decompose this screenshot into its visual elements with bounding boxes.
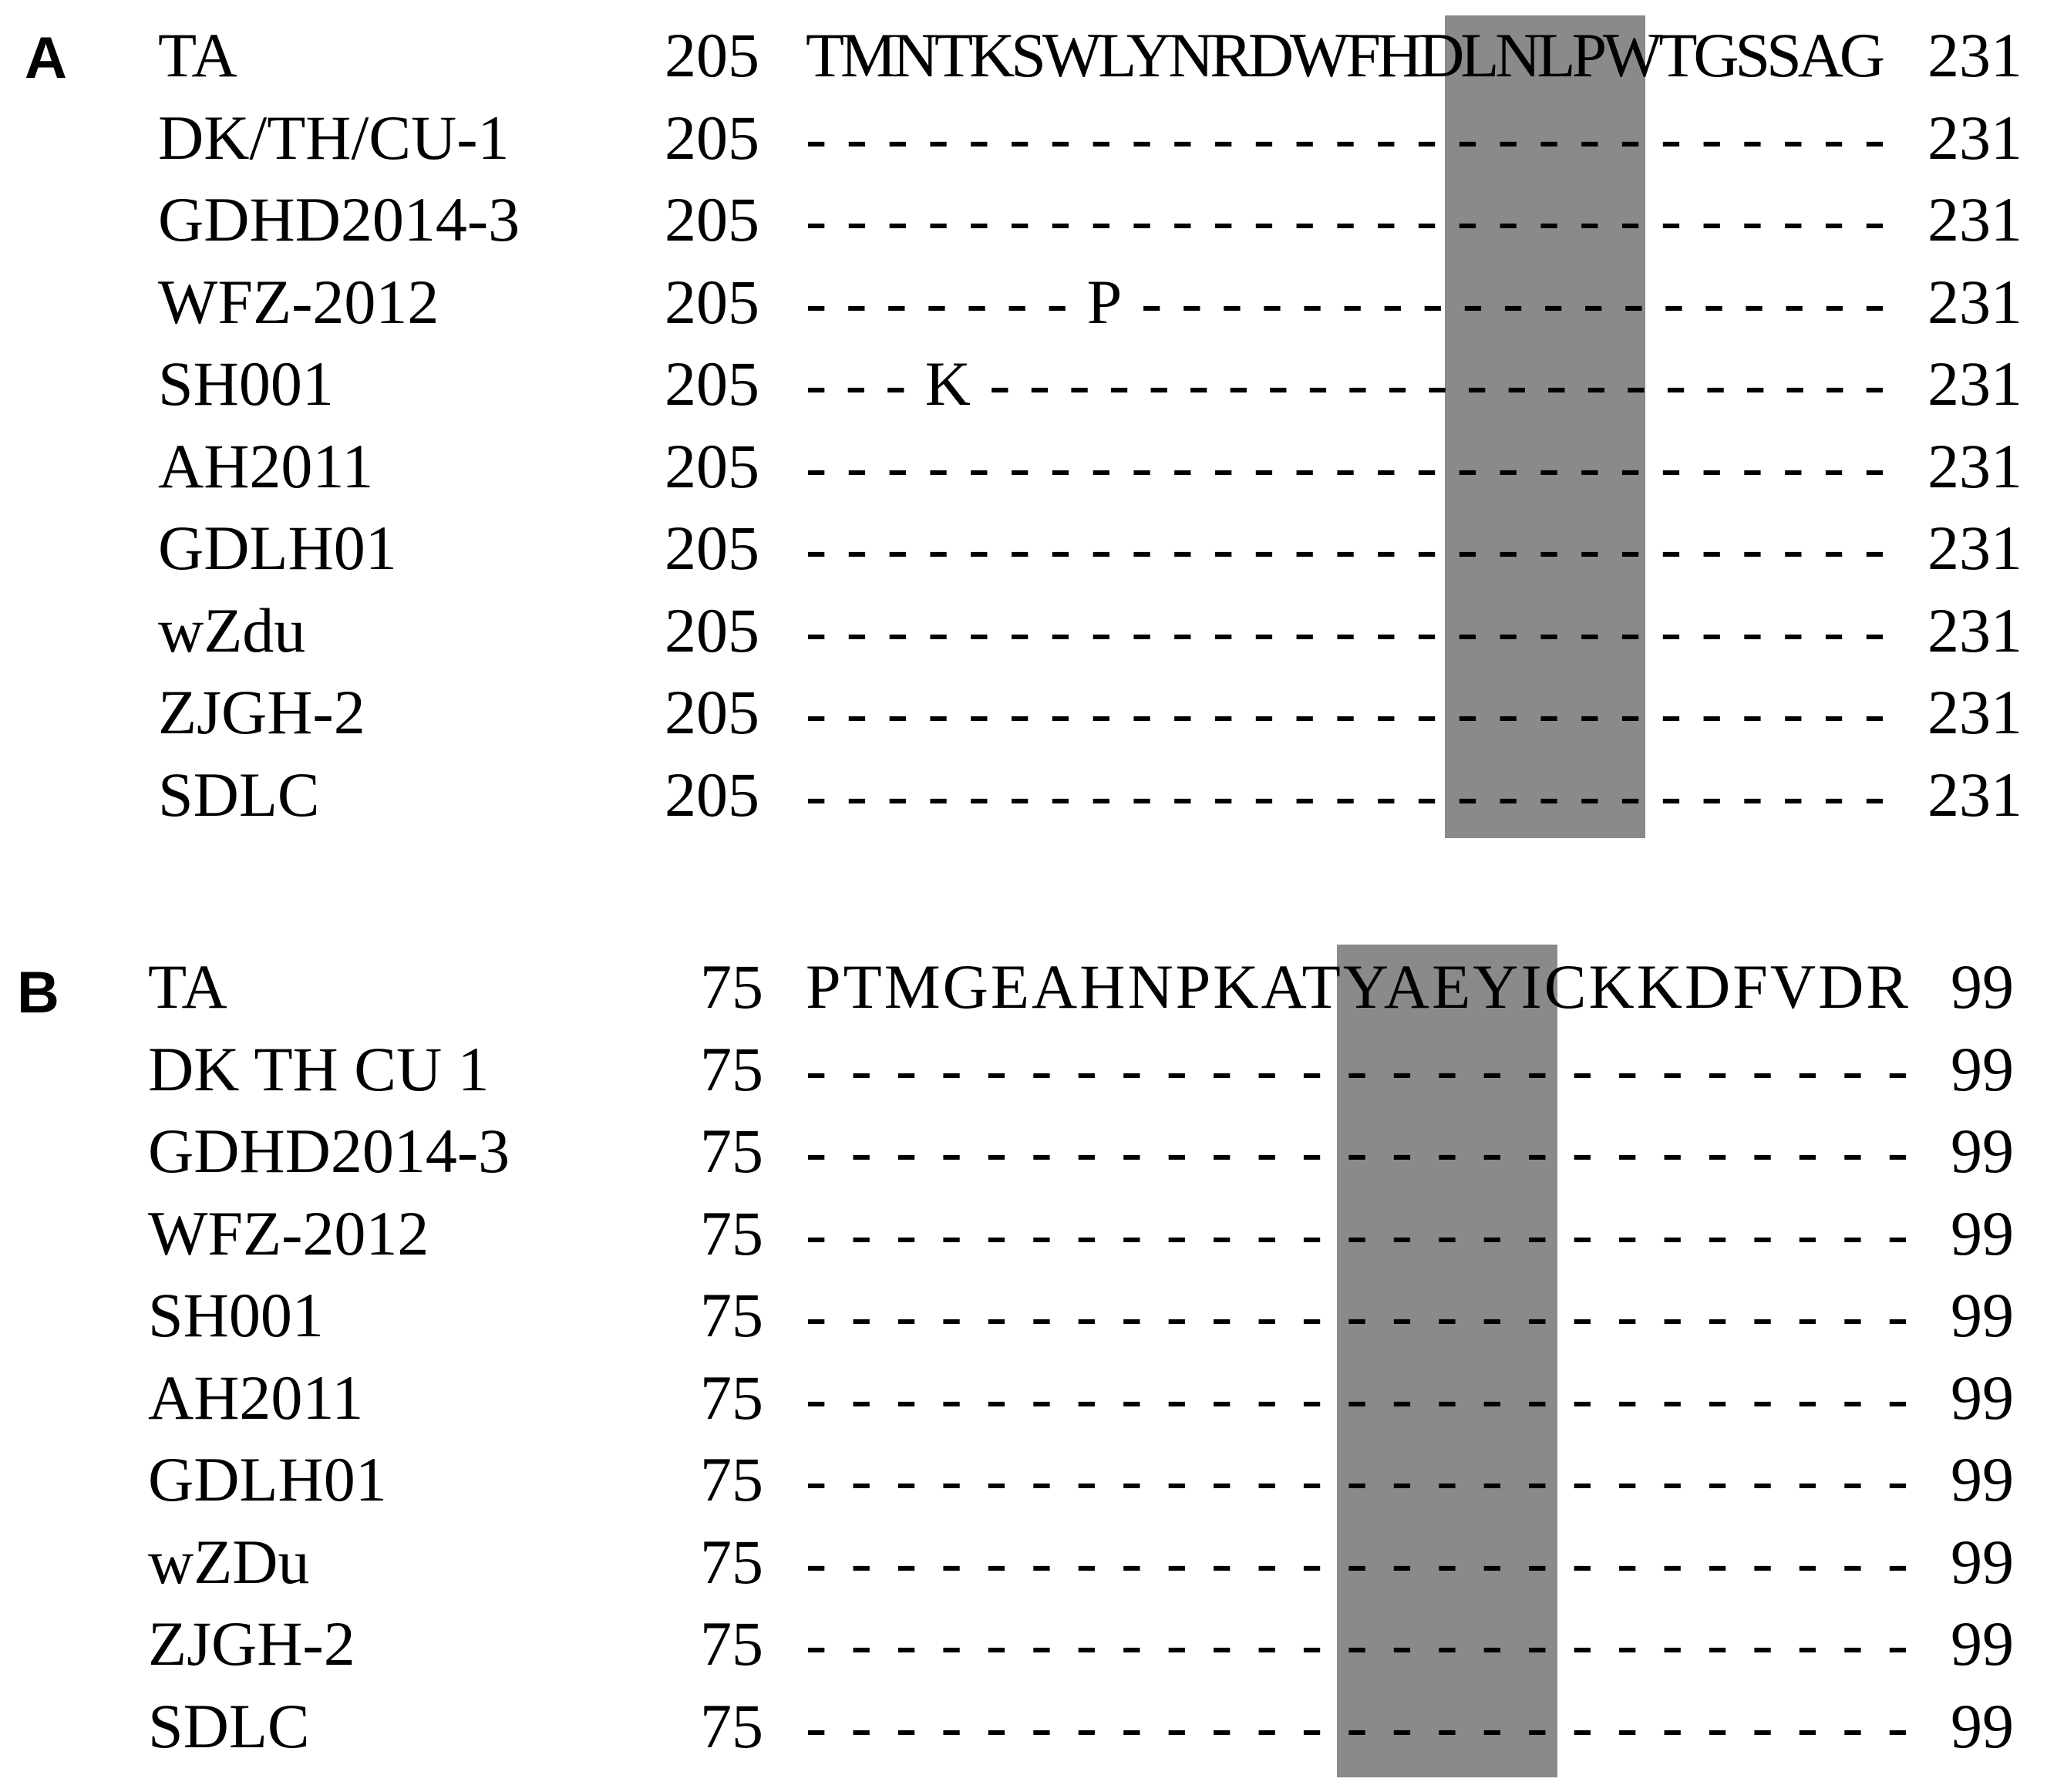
start-position: 205 [665, 20, 759, 90]
end-position: 99 [1951, 1526, 2014, 1597]
start-position: 205 [665, 677, 759, 747]
sequence-residues: ------------------------- [806, 1197, 1933, 1268]
sequence-name: WFZ-2012 [158, 266, 439, 337]
sequence-name: SDLC [158, 759, 320, 830]
sequence-name: wZDu [148, 1526, 310, 1597]
sequence-name: SDLC [148, 1690, 310, 1761]
panel-b-row-3 [0, 1113, 2047, 1190]
panel-b-label: B [17, 960, 59, 1026]
sequence-name: AH2011 [158, 430, 374, 501]
panel-b-row-6 [0, 1359, 2047, 1437]
panel-a-row-2 [0, 99, 2047, 177]
end-position: 231 [1927, 677, 2022, 747]
sequence-residues: ------------------------- [806, 1362, 1933, 1433]
end-position: 99 [1951, 952, 2014, 1022]
sequence-residues: --------------------------- [806, 759, 1905, 830]
sequence-name: GDLH01 [148, 1444, 387, 1514]
sequence-residues: --------------------------- [806, 184, 1905, 254]
sequence-residues: --------------------------- [806, 430, 1905, 501]
end-position: 231 [1927, 349, 2022, 419]
sequence-name: GDHD2014-3 [148, 1116, 510, 1186]
start-position: 75 [700, 1526, 763, 1597]
sequence-name: ZJGH-2 [148, 1608, 355, 1679]
sequence-name: ZJGH-2 [158, 677, 365, 747]
panel-b-row-1 [0, 948, 2047, 1026]
end-position: 99 [1951, 1116, 2014, 1186]
start-position: 205 [665, 102, 759, 173]
start-position: 205 [665, 184, 759, 254]
panel-a-row-3 [0, 181, 2047, 258]
sequence-residues: ------------------------- [806, 1280, 1933, 1350]
panel-a-row-1 [0, 17, 2047, 94]
panel-b-row-8 [0, 1524, 2047, 1601]
sequence-name: DK/TH/CU-1 [158, 102, 510, 173]
panel-a-row-5 [0, 345, 2047, 423]
end-position: 99 [1951, 1362, 2014, 1433]
sequence-residues: --------------------------- [806, 677, 1905, 747]
sequence-name: SH001 [158, 349, 334, 419]
sequence-residues: ------------------------- [806, 1033, 1933, 1104]
end-position: 231 [1927, 184, 2022, 254]
panel-b-row-7 [0, 1441, 2047, 1518]
sequence-name: GDLH01 [158, 513, 397, 583]
end-position: 99 [1951, 1197, 2014, 1268]
start-position: 205 [665, 266, 759, 337]
start-position: 75 [700, 1362, 763, 1433]
sequence-name: TA [158, 20, 237, 90]
panel-a-row-4 [0, 264, 2047, 341]
panel-b-row-9 [0, 1605, 2047, 1683]
start-position: 205 [665, 513, 759, 583]
sequence-name: DK TH CU 1 [148, 1033, 490, 1104]
end-position: 231 [1927, 513, 2022, 583]
end-position: 231 [1927, 102, 2022, 173]
end-position: 99 [1951, 1608, 2014, 1679]
sequence-residues: --------------------------- [806, 595, 1905, 665]
panel-b-row-10 [0, 1688, 2047, 1765]
start-position: 205 [665, 349, 759, 419]
sequence-name: WFZ-2012 [148, 1197, 429, 1268]
panel-b-row-2 [0, 1031, 2047, 1108]
end-position: 99 [1951, 1033, 2014, 1104]
start-position: 75 [700, 1608, 763, 1679]
start-position: 205 [665, 430, 759, 501]
start-position: 205 [665, 759, 759, 830]
sequence-residues: ------------------------- [806, 1116, 1933, 1186]
sequence-name: GDHD2014-3 [158, 184, 520, 254]
panel-b-row-4 [0, 1195, 2047, 1272]
start-position: 75 [700, 1116, 763, 1186]
panel-a-row-10 [0, 756, 2047, 834]
sequence-residues: ---K----------------------- [806, 349, 1904, 419]
end-position: 231 [1927, 266, 2022, 337]
panel-a-row-7 [0, 510, 2047, 587]
end-position: 231 [1927, 759, 2022, 830]
sequence-name: AH2011 [148, 1362, 364, 1433]
sequence-residues: -------P------------------- [806, 266, 1904, 337]
start-position: 75 [700, 952, 763, 1022]
start-position: 75 [700, 1690, 763, 1761]
sequence-residues: ------------------------- [806, 1526, 1933, 1597]
sequence-residues: --------------------------- [806, 102, 1905, 173]
sequence-residues: ------------------------- [806, 1608, 1933, 1679]
start-position: 75 [700, 1280, 763, 1350]
start-position: 75 [700, 1444, 763, 1514]
start-position: 75 [700, 1033, 763, 1104]
panel-a-row-6 [0, 428, 2047, 505]
panel-a-label: A [25, 25, 67, 91]
end-position: 231 [1927, 595, 2022, 665]
panel-a-row-8 [0, 592, 2047, 669]
sequence-residues: ------------------------- [806, 1444, 1933, 1514]
start-position: 75 [700, 1197, 763, 1268]
sequence-residues: ------------------------- [806, 1690, 1933, 1761]
end-position: 231 [1927, 20, 2022, 90]
sequence-name: wZdu [158, 595, 306, 665]
start-position: 205 [665, 595, 759, 665]
end-position: 231 [1927, 430, 2022, 501]
end-position: 99 [1951, 1280, 2014, 1350]
sequence-residues: PTMGEAHNPKATYAEYICKKDFVDR [806, 952, 1911, 1022]
panel-a-row-9 [0, 674, 2047, 751]
end-position: 99 [1951, 1444, 2014, 1514]
end-position: 99 [1951, 1690, 2014, 1761]
sequence-name: SH001 [148, 1280, 324, 1350]
sequence-name: TA [148, 952, 227, 1022]
panel-b-row-5 [0, 1277, 2047, 1354]
sequence-residues: --------------------------- [806, 513, 1905, 583]
sequence-residues: TMNTKSWLYNRDWFHDLNLPWTGSSAG [806, 20, 1881, 90]
